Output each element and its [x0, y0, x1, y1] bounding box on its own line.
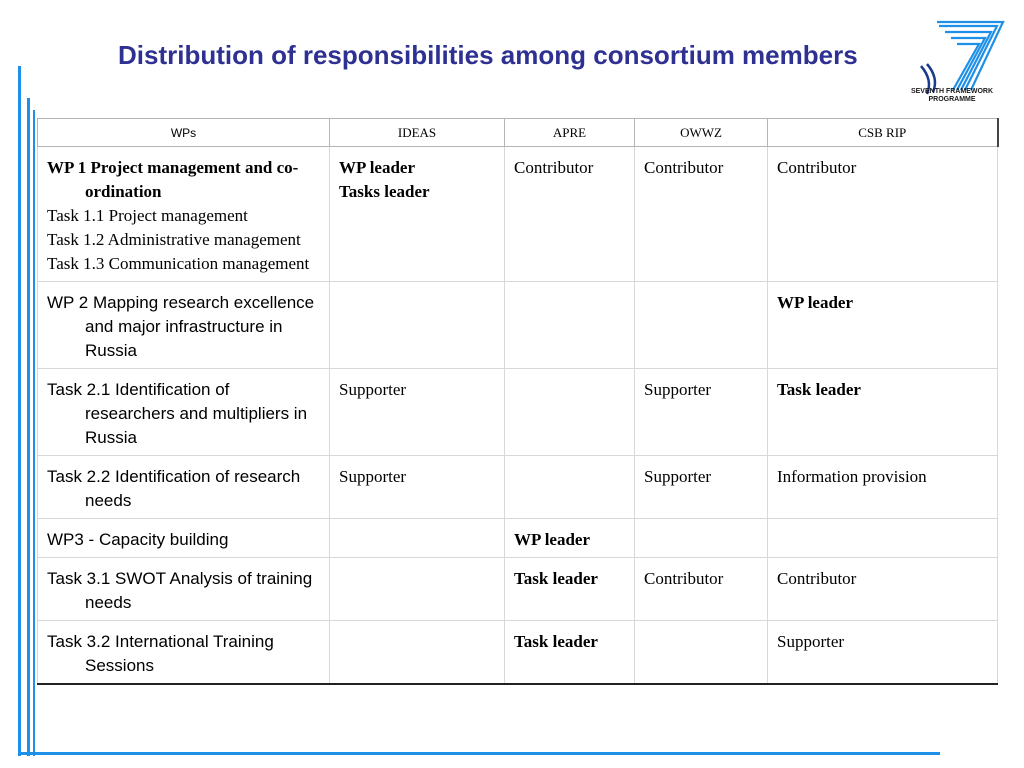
- column-header-apre: APRE: [505, 119, 635, 147]
- csb-cell: [768, 519, 998, 558]
- wp-cell: [38, 282, 330, 369]
- csb-cell: Contributor: [768, 558, 998, 621]
- apre-cell: WP leader: [505, 519, 635, 558]
- wp-cell: [38, 147, 330, 282]
- task-1-3: Task 1.3 Communication management: [47, 254, 310, 273]
- frame-vertical-bar-1: [18, 66, 21, 756]
- table-row-wp2: [38, 282, 998, 369]
- task-2-2: Task 2.2 Identification of research needs: [47, 467, 301, 510]
- task-1-1: Task 1.1 Project management: [47, 206, 248, 225]
- task-3-2: Task 3.2 International Training Sessions: [47, 632, 274, 675]
- wp3-title: WP3 - Capacity building: [47, 530, 229, 549]
- ideas-role-2: Tasks leader: [339, 182, 430, 201]
- ideas-role-1: WP leader: [339, 158, 416, 177]
- owwz-cell: Supporter: [635, 369, 768, 456]
- apre-cell: [505, 456, 635, 519]
- owwz-cell: [635, 282, 768, 369]
- fp7-logo-caption: [893, 88, 1011, 104]
- table-row-task-2-2: [38, 456, 998, 519]
- table-row-wp1: [38, 147, 998, 282]
- task-2-1: Task 2.1 Identification of researchers and multipliers in Russia: [47, 380, 308, 447]
- ideas-cell: Supporter: [330, 456, 505, 519]
- apre-cell: Task leader: [505, 558, 635, 621]
- responsibilities-table: [37, 118, 999, 685]
- frame-vertical-bar-3: [33, 110, 35, 756]
- owwz-cell: Contributor: [635, 147, 768, 282]
- table-row-wp3: [38, 519, 998, 558]
- owwz-cell: [635, 519, 768, 558]
- owwz-cell: [635, 621, 768, 685]
- owwz-cell: Supporter: [635, 456, 768, 519]
- task-1-2: Task 1.2 Administrative management: [47, 230, 301, 249]
- owwz-cell: Contributor: [635, 558, 768, 621]
- csb-cell: Information provision: [768, 456, 998, 519]
- wp-cell: [38, 621, 330, 685]
- ideas-cell: [330, 519, 505, 558]
- ideas-cell: [330, 621, 505, 685]
- csb-cell: Contributor: [768, 147, 998, 282]
- apre-cell: [505, 282, 635, 369]
- ideas-cell: [330, 147, 505, 282]
- wp2-title: WP 2 Mapping research excellence and major infrastructure in Russia: [47, 293, 315, 360]
- table-row-task-3-2: [38, 621, 998, 685]
- apre-cell: Contributor: [505, 147, 635, 282]
- csb-cell: WP leader: [768, 282, 998, 369]
- csb-cell: Task leader: [768, 369, 998, 456]
- ideas-cell: [330, 282, 505, 369]
- ideas-cell: Supporter: [330, 369, 505, 456]
- table-row-task-3-1: [38, 558, 998, 621]
- table-row-task-2-1: [38, 369, 998, 456]
- wp-cell: [38, 369, 330, 456]
- logo-line-1: SEVENTH FRAMEWORK: [910, 88, 994, 95]
- column-header-wps: WPs: [38, 119, 330, 147]
- column-header-ideas: IDEAS: [330, 119, 505, 147]
- frame-horizontal-bar: [18, 752, 940, 755]
- wp-cell: [38, 519, 330, 558]
- column-header-owwz: OWWZ: [635, 119, 768, 147]
- wp1-title: WP 1 Project management and co-ordination: [47, 158, 299, 201]
- slide-title: Distribution of responsibilities among consortium members: [118, 40, 858, 70]
- wp-cell: [38, 456, 330, 519]
- column-header-csb-rip: CSB RIP: [768, 119, 998, 147]
- logo-line-2: PROGRAMME: [928, 96, 976, 103]
- ideas-cell: [330, 558, 505, 621]
- wp-cell: [38, 558, 330, 621]
- apre-cell: [505, 369, 635, 456]
- apre-cell: Task leader: [505, 621, 635, 685]
- table-header-row: [38, 119, 998, 147]
- frame-vertical-bar-2: [27, 98, 30, 756]
- task-3-1: Task 3.1 SWOT Analysis of training needs: [47, 569, 313, 612]
- csb-cell: Supporter: [768, 621, 998, 685]
